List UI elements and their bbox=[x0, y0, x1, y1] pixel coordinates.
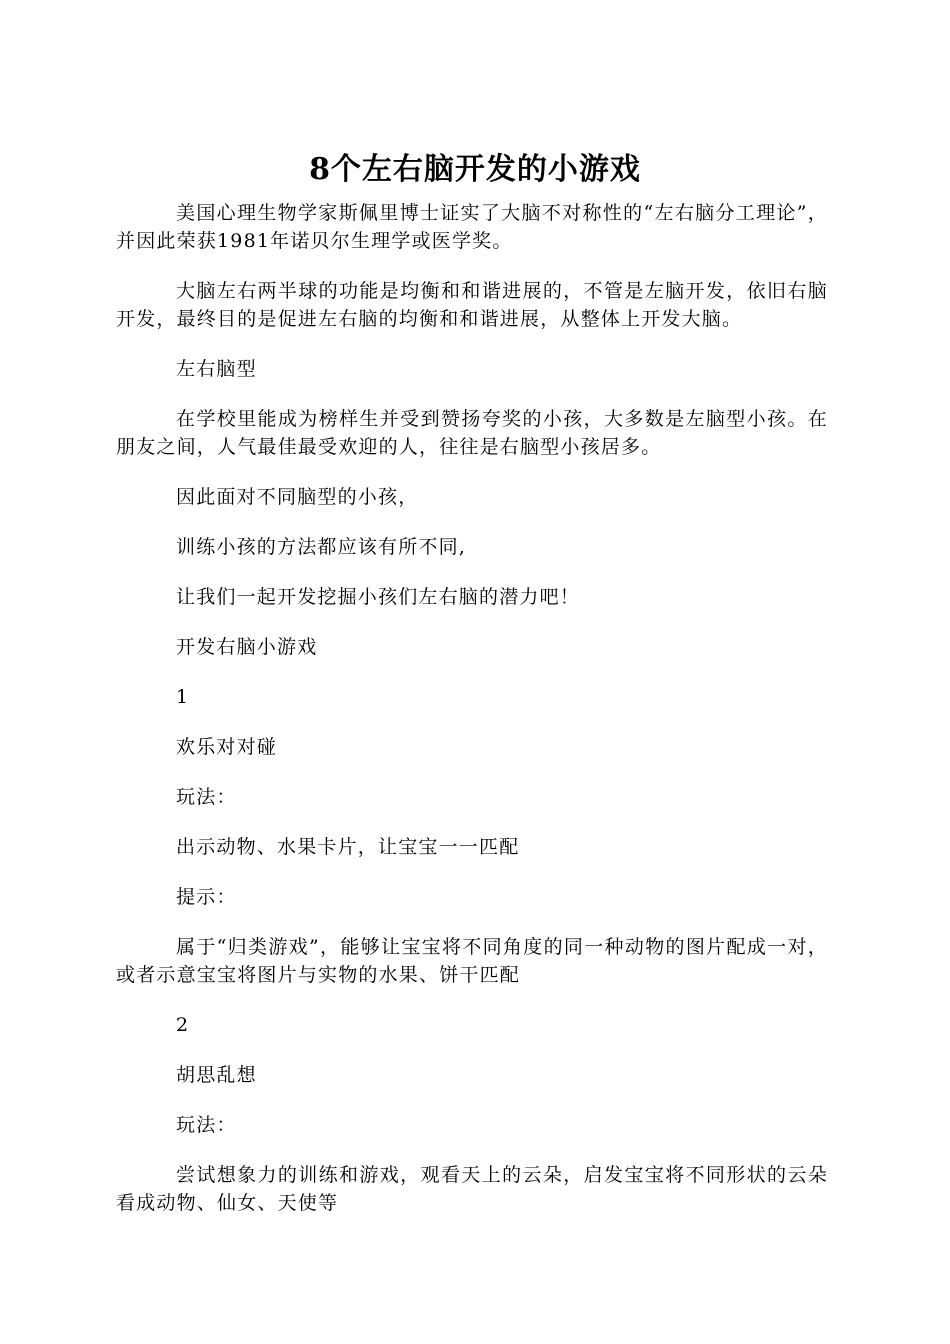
document-body bbox=[116, 199, 828, 1239]
document-title: 8个左右脑开发的小游戏 bbox=[309, 152, 641, 188]
paragraph-line: 训练小孩的方法都应该有所不同, bbox=[176, 536, 467, 558]
game-label-howto: 玩法： bbox=[176, 1114, 237, 1136]
paragraph-balance: 大脑左右两半球的功能是均衡和和谐进展的，不管是左脑开发，依旧右脑开发，最终目的是促进左右脑的均衡和和谐进展，从整体上开发大脑。 bbox=[116, 280, 828, 330]
paragraph-brain-types: 在学校里能成为榜样生并受到赞扬夸奖的小孩，大多数是左脑型小孩。在朋友之间，人气最佳最受欢迎的人，往往是右脑型小孩居多。 bbox=[116, 408, 828, 458]
game-number: 1 bbox=[176, 686, 190, 708]
paragraph-intro: 美国心理生物学家斯佩里博士证实了大脑不对称性的“左右脑分工理论”，并因此荣获1981年诺贝尔生理学或医学奖。 bbox=[116, 202, 828, 252]
paragraph-line: 因此面对不同脑型的小孩， bbox=[176, 486, 419, 508]
game-title: 胡思乱想 bbox=[176, 1064, 257, 1086]
game-description: 出示动物、水果卡片，让宝宝一一匹配 bbox=[176, 836, 520, 858]
game-tip: 属于“归类游戏”，能够让宝宝将不同角度的同一种动物的图片配成一对，或者示意宝宝将图片与实物的水果、饼干匹配 bbox=[116, 936, 828, 986]
game-description: 尝试想象力的训练和游戏，观看天上的云朵，启发宝宝将不同形状的云朵看成动物、仙女、天使等 bbox=[116, 1164, 828, 1214]
game-label-howto: 玩法： bbox=[176, 786, 237, 808]
section-heading-brain-types: 左右脑型 bbox=[176, 358, 257, 380]
game-title: 欢乐对对碰 bbox=[176, 736, 278, 758]
game-number: 2 bbox=[176, 1014, 190, 1036]
paragraph-line: 让我们一起开发挖掘小孩们左右脑的潜力吧！ bbox=[176, 586, 581, 608]
game-label-tip: 提示： bbox=[176, 886, 237, 908]
section-heading-right-brain-games: 开发右脑小游戏 bbox=[176, 636, 318, 658]
